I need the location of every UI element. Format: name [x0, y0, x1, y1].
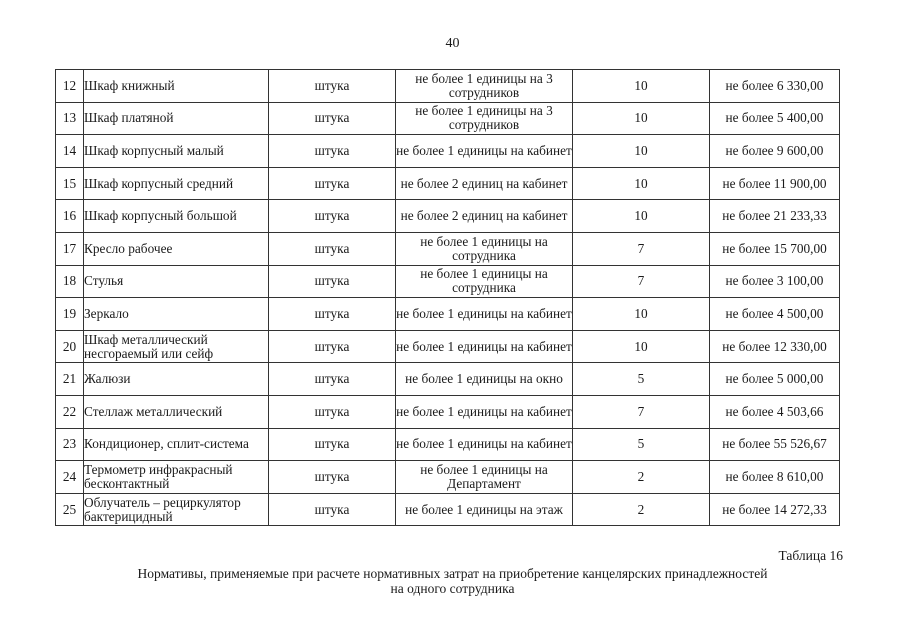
quantity-norm-cell: не более 2 единиц на кабинет: [396, 167, 573, 200]
unit-cell: штука: [269, 330, 396, 363]
price-cell: не более 11 900,00: [710, 167, 840, 200]
table-caption: [0, 566, 905, 596]
price-cell: не более 5 400,00: [710, 102, 840, 135]
price-cell: не более 21 233,33: [710, 200, 840, 233]
row-number-cell: 22: [56, 395, 84, 428]
unit-cell: штука: [269, 461, 396, 494]
quantity-norm-cell: не более 1 единицы на кабинет: [396, 330, 573, 363]
table-row: [56, 102, 840, 135]
item-name-cell: Стеллаж металлический: [84, 395, 269, 428]
unit-cell: штука: [269, 200, 396, 233]
price-cell: не более 8 610,00: [710, 461, 840, 494]
item-name-cell: Шкаф корпусный большой: [84, 200, 269, 233]
item-name-cell: Жалюзи: [84, 363, 269, 396]
quantity-norm-cell: не более 1 единицы на кабинет: [396, 135, 573, 168]
quantity-norm-cell: не более 2 единиц на кабинет: [396, 200, 573, 233]
price-cell: не более 6 330,00: [710, 70, 840, 103]
quantity-norm-cell: не более 1 единицы на Департамент: [396, 461, 573, 494]
unit-cell: штука: [269, 298, 396, 331]
quantity-norm-cell: не более 1 единицы на окно: [396, 363, 573, 396]
table-row: [56, 363, 840, 396]
table-row: [56, 493, 840, 526]
unit-cell: штука: [269, 232, 396, 265]
row-number-cell: 12: [56, 70, 84, 103]
table-row: [56, 232, 840, 265]
service-life-cell: 10: [573, 102, 710, 135]
table-row: [56, 200, 840, 233]
quantity-norm-cell: не более 1 единицы на 3 сотрудников: [396, 70, 573, 103]
price-cell: не более 5 000,00: [710, 363, 840, 396]
unit-cell: штука: [269, 135, 396, 168]
row-number-cell: 14: [56, 135, 84, 168]
item-name-cell: Кресло рабочее: [84, 232, 269, 265]
quantity-norm-cell: не более 1 единицы на кабинет: [396, 298, 573, 331]
unit-cell: штука: [269, 167, 396, 200]
table-label: Таблица 16: [778, 548, 843, 563]
quantity-norm-cell: не более 1 единицы на сотрудника: [396, 232, 573, 265]
unit-cell: штука: [269, 265, 396, 298]
row-number-cell: 24: [56, 461, 84, 494]
row-number-cell: 18: [56, 265, 84, 298]
table-row: [56, 265, 840, 298]
unit-cell: штука: [269, 70, 396, 103]
service-life-cell: 10: [573, 298, 710, 331]
quantity-norm-cell: не более 1 единицы на 3 сотрудников: [396, 102, 573, 135]
unit-cell: штука: [269, 428, 396, 461]
quantity-norm-cell: не более 1 единицы на этаж: [396, 493, 573, 526]
unit-cell: штука: [269, 363, 396, 396]
row-number-cell: 20: [56, 330, 84, 363]
table-caption-line-2: на одного сотрудника: [390, 581, 515, 596]
table-caption-line-1: Нормативы, применяемые при расчете нормативных затрат на приобретение канцелярских принадлежностей: [137, 566, 768, 581]
item-name-cell: Зеркало: [84, 298, 269, 331]
service-life-cell: 7: [573, 395, 710, 428]
quantity-norm-cell: не более 1 единицы на кабинет: [396, 395, 573, 428]
table-row: [56, 135, 840, 168]
unit-cell: штука: [269, 493, 396, 526]
service-life-cell: 2: [573, 493, 710, 526]
norms-table: [55, 69, 840, 526]
row-number-cell: 25: [56, 493, 84, 526]
item-name-cell: Стулья: [84, 265, 269, 298]
service-life-cell: 10: [573, 135, 710, 168]
price-cell: не более 3 100,00: [710, 265, 840, 298]
table-row: [56, 167, 840, 200]
price-cell: не более 12 330,00: [710, 330, 840, 363]
service-life-cell: 10: [573, 70, 710, 103]
service-life-cell: 2: [573, 461, 710, 494]
table-row: [56, 298, 840, 331]
item-name-cell: Кондиционер, сплит-система: [84, 428, 269, 461]
price-cell: не более 55 526,67: [710, 428, 840, 461]
page-number: 40: [445, 36, 460, 51]
item-name-cell: Шкаф корпусный малый: [84, 135, 269, 168]
row-number-cell: 13: [56, 102, 84, 135]
unit-cell: штука: [269, 102, 396, 135]
quantity-norm-cell: не более 1 единицы на кабинет: [396, 428, 573, 461]
row-number-cell: 15: [56, 167, 84, 200]
row-number-cell: 21: [56, 363, 84, 396]
service-life-cell: 5: [573, 363, 710, 396]
price-cell: не более 4 500,00: [710, 298, 840, 331]
item-name-cell: Шкаф платяной: [84, 102, 269, 135]
item-name-cell: Шкаф металлический несгораемый или сейф: [84, 330, 269, 363]
service-life-cell: 7: [573, 232, 710, 265]
quantity-norm-cell: не более 1 единицы на сотрудника: [396, 265, 573, 298]
item-name-cell: Шкаф корпусный средний: [84, 167, 269, 200]
table-row: [56, 461, 840, 494]
item-name-cell: Облучатель – рециркулятор бактерицидный: [84, 493, 269, 526]
table-row: [56, 428, 840, 461]
price-cell: не более 4 503,66: [710, 395, 840, 428]
row-number-cell: 16: [56, 200, 84, 233]
service-life-cell: 10: [573, 200, 710, 233]
service-life-cell: 5: [573, 428, 710, 461]
price-cell: не более 15 700,00: [710, 232, 840, 265]
table-row: [56, 330, 840, 363]
item-name-cell: Шкаф книжный: [84, 70, 269, 103]
service-life-cell: 7: [573, 265, 710, 298]
row-number-cell: 17: [56, 232, 84, 265]
unit-cell: штука: [269, 395, 396, 428]
service-life-cell: 10: [573, 330, 710, 363]
table-row: [56, 70, 840, 103]
price-cell: не более 14 272,33: [710, 493, 840, 526]
norms-table-body: [56, 70, 840, 526]
price-cell: не более 9 600,00: [710, 135, 840, 168]
table-row: [56, 395, 840, 428]
item-name-cell: Термометр инфракрасный бесконтактный: [84, 461, 269, 494]
row-number-cell: 23: [56, 428, 84, 461]
service-life-cell: 10: [573, 167, 710, 200]
row-number-cell: 19: [56, 298, 84, 331]
